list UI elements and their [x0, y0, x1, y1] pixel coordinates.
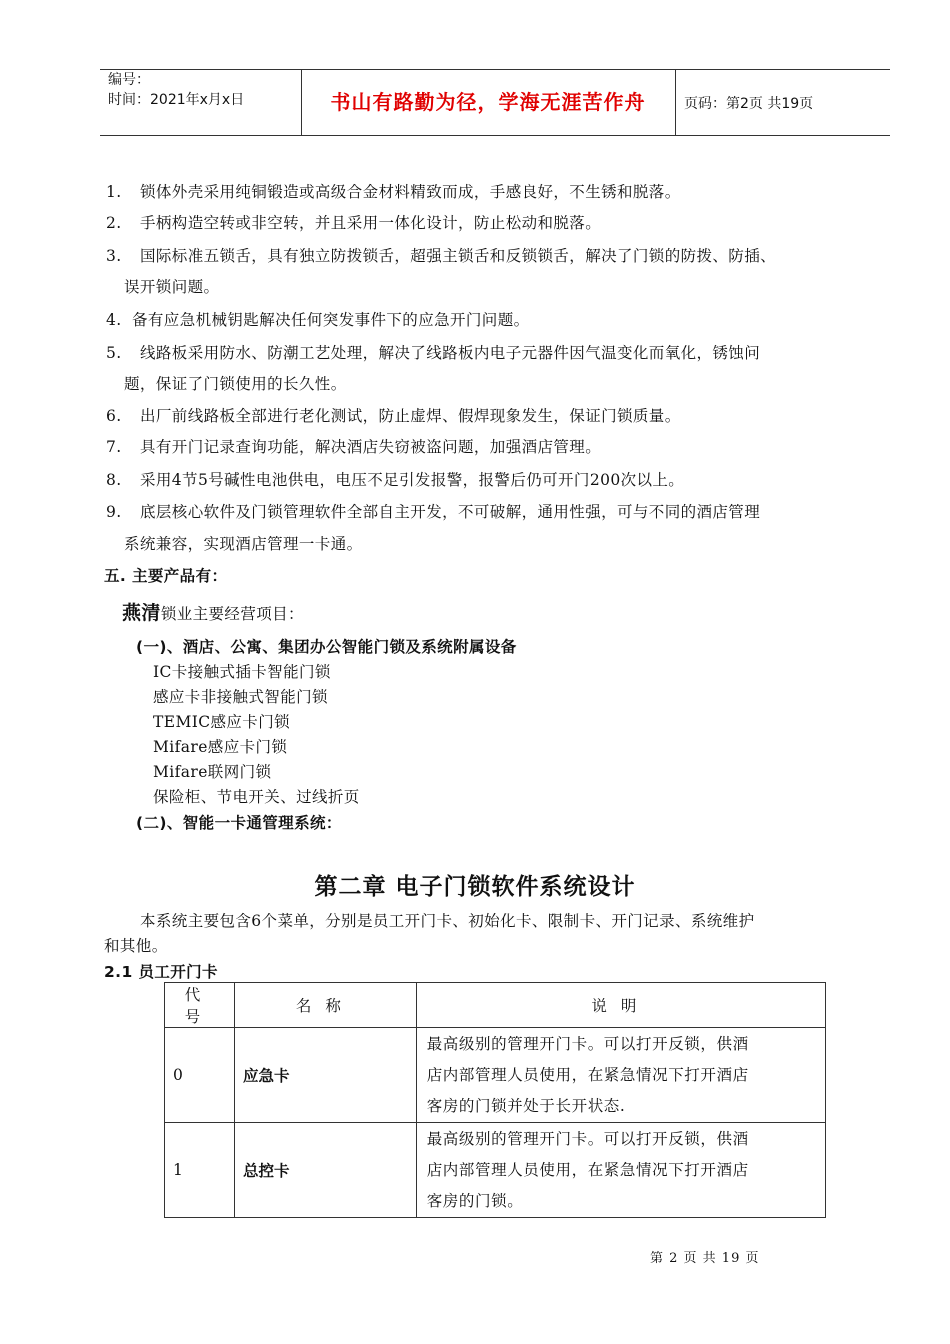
name-cell: 应急卡: [234, 1028, 416, 1123]
time-label: 时间：2021年x月x日: [108, 92, 245, 108]
description-cell: 最高级别的管理开门卡。可以打开反锁，供酒 店内部管理人员使用，在紧急情况下打开酒店 客房的门锁。: [416, 1123, 825, 1218]
chapter-intro: 本系统主要包含6个菜单，分别是员工开门卡、初始化卡、限制卡、开门记录、系统维护: [140, 912, 755, 930]
list-item: 5. 线路板采用防水、防潮工艺处理，解决了线路板内电子元器件因气温变化而氧化，锈蚀问: [106, 344, 761, 362]
product-item: IC卡接触式插卡智能门锁: [153, 663, 331, 681]
products-intro: 燕清锁业主要经营项目：: [122, 602, 304, 624]
product-item: Mifare联网门锁: [153, 763, 272, 781]
product-item: Mifare感应卡门锁: [153, 738, 288, 756]
product-item: TEMIC感应卡门锁: [153, 713, 291, 731]
list-item-continued: 题，保证了门锁使用的长久性。: [124, 375, 347, 393]
header-meta: [108, 70, 244, 110]
section-title: 2.1 员工开门卡: [104, 963, 218, 981]
section-heading: 五. 主要产品有：: [104, 567, 228, 585]
code-cell: 1: [165, 1123, 235, 1218]
card-table: [164, 982, 826, 1218]
header-page-label: 页码：第2页 共19页: [684, 96, 814, 112]
header-divider: [675, 69, 676, 135]
column-header: 说明: [416, 983, 825, 1028]
header-motto: 书山有路勤为径，学海无涯苦作舟: [330, 90, 646, 114]
product-item: 感应卡非接触式智能门锁: [153, 688, 328, 706]
list-item: 7. 具有开门记录查询功能，解决酒店失窃被盗问题，加强酒店管理。: [106, 438, 602, 456]
list-item: 1. 锁体外壳采用纯铜锻造或高级合金材料精致而成，手感良好，不生锈和脱落。: [106, 183, 681, 201]
column-header: 名称: [234, 983, 416, 1028]
list-item: 4. 备有应急机械钥匙解决任何突发事件下的应急开门问题。: [106, 311, 530, 329]
table-header-row: [165, 983, 826, 1028]
product-item: 保险柜、节电开关、过线折页: [153, 788, 360, 806]
list-item-continued: 系统兼容，实现酒店管理一卡通。: [124, 535, 363, 553]
chapter-intro-continued: 和其他。: [104, 937, 168, 955]
subsection-heading: (二)、智能一卡通管理系统：: [136, 814, 342, 832]
list-item: 8. 采用4节5号碱性电池供电，电压不足引发报警，报警后仍可开门200次以上。: [106, 471, 685, 489]
chapter-title: 第二章 电子门锁软件系统设计: [314, 874, 636, 900]
number-label: 编号：: [108, 72, 150, 88]
subsection-heading: (一)、酒店、公寓、集团办公智能门锁及系统附属设备: [136, 638, 517, 656]
page-footer: 第 2 页 共 19 页: [650, 1251, 760, 1266]
list-item: 6. 出厂前线路板全部进行老化测试，防止虚焊、假焊现象发生，保证门锁质量。: [106, 407, 681, 425]
table-row: [165, 1028, 826, 1123]
list-item-continued: 误开锁问题。: [124, 278, 220, 296]
brand-name: 燕清: [122, 602, 161, 624]
list-item: 2. 手柄构造空转或非空转，并且采用一体化设计，防止松动和脱落。: [106, 214, 602, 232]
description-cell: 最高级别的管理开门卡。可以打开反锁，供酒 店内部管理人员使用，在紧急情况下打开酒店 客房的门锁并处于长开状态.: [416, 1028, 825, 1123]
list-item: 3. 国际标准五锁舌，具有独立防拨锁舌，超强主锁舌和反锁锁舌，解决了门锁的防拨、防插、: [106, 247, 777, 265]
column-header: 代号: [165, 983, 235, 1028]
name-cell: 总控卡: [234, 1123, 416, 1218]
list-item: 9. 底层核心软件及门锁管理软件全部自主开发，不可破解，通用性强，可与不同的酒店管理: [106, 503, 761, 521]
table-row: [165, 1123, 826, 1218]
code-cell: 0: [165, 1028, 235, 1123]
header-bottom-rule: [100, 135, 890, 136]
